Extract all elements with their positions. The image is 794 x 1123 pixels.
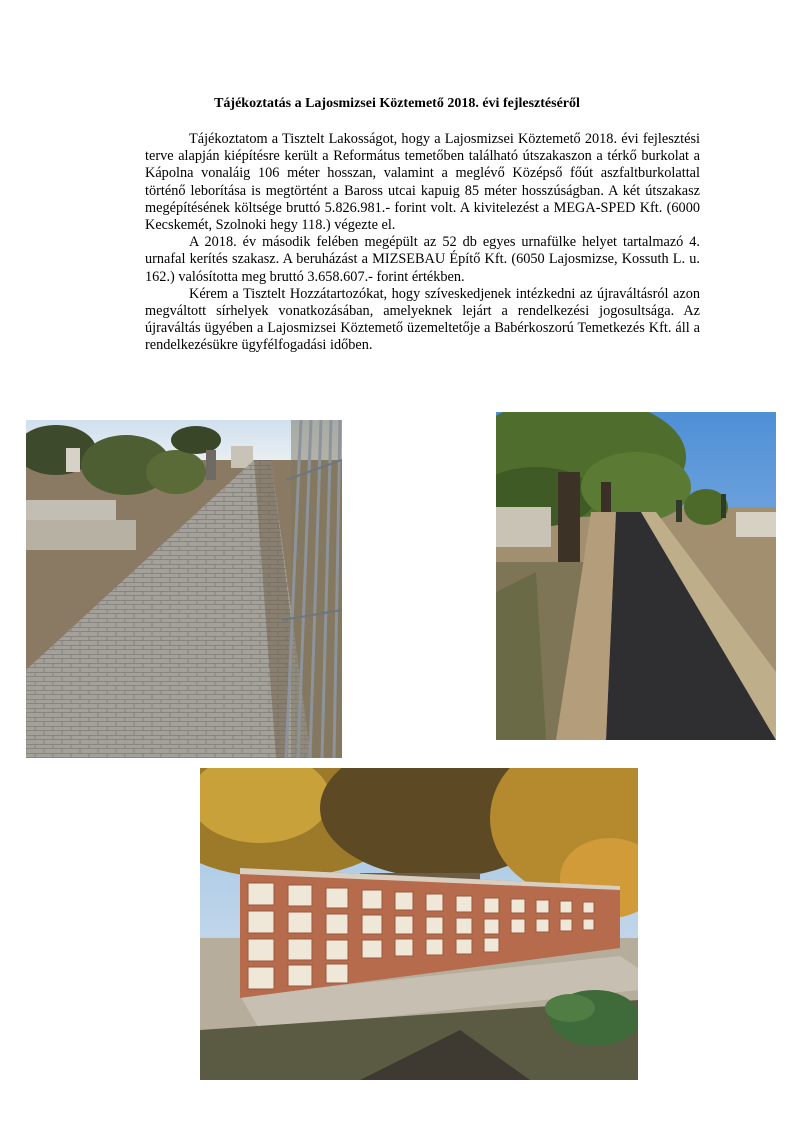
paragraph-renewal: Kérem a Tisztelt Hozzátartozókat, hogy szíveskedjenek intézkedni az újraváltásról azon megváltott sírhelyek vonatkozásában, amelyeknek lejárt a rendelkezési jogosultsága. Az újraváltás ügyében a Lajosmizsei Köztemető üzemeltetője a Babérkoszorú Temetkezés Kft. áll a rendelkezésükre ügyfélfogadási időben. [145, 285, 700, 354]
photo-asphalt-road [496, 412, 776, 740]
document-title: Tájékoztatás a Lajosmizsei Köztemető 2018. évi fejlesztéséről [214, 96, 580, 111]
photo-urn-wall [200, 768, 638, 1080]
paragraph-paving: Tájékoztatom a Tisztelt Lakosságot, hogy a Lajosmizsei Köztemető 2018. évi fejlesztési terve alapján kiépítésre került a Református temetőben található útszakaszon a térkő burkolat a Kápolna vonaláig 106 méter hosszan, valamint a meglévő Középső főút aszfaltburkolattal történő leborítása is megtörtént a Baross utcai kapuig 85 méter hosszúságban. A két útszakasz megépítésének költsége bruttó 5.826.981.- forint volt. A kivitelezést a MEGA-SPED Kft. (6000 Kecskemét, Szolnoki hegy 118.) végezte el. [145, 131, 700, 234]
photo-paved-path [26, 420, 342, 758]
document-body [145, 131, 700, 355]
paragraph-urn-wall: A 2018. év második felében megépült az 52 db egyes urnafülke helyet tartalmazó 4. urnafal kerítés szakasz. A beruházást a MIZSEBAU Építő Kft. (6050 Lajosmizse, Kossuth L. u. 162.) valósította meg bruttó 3.658.607.- forint értékben. [145, 234, 700, 285]
